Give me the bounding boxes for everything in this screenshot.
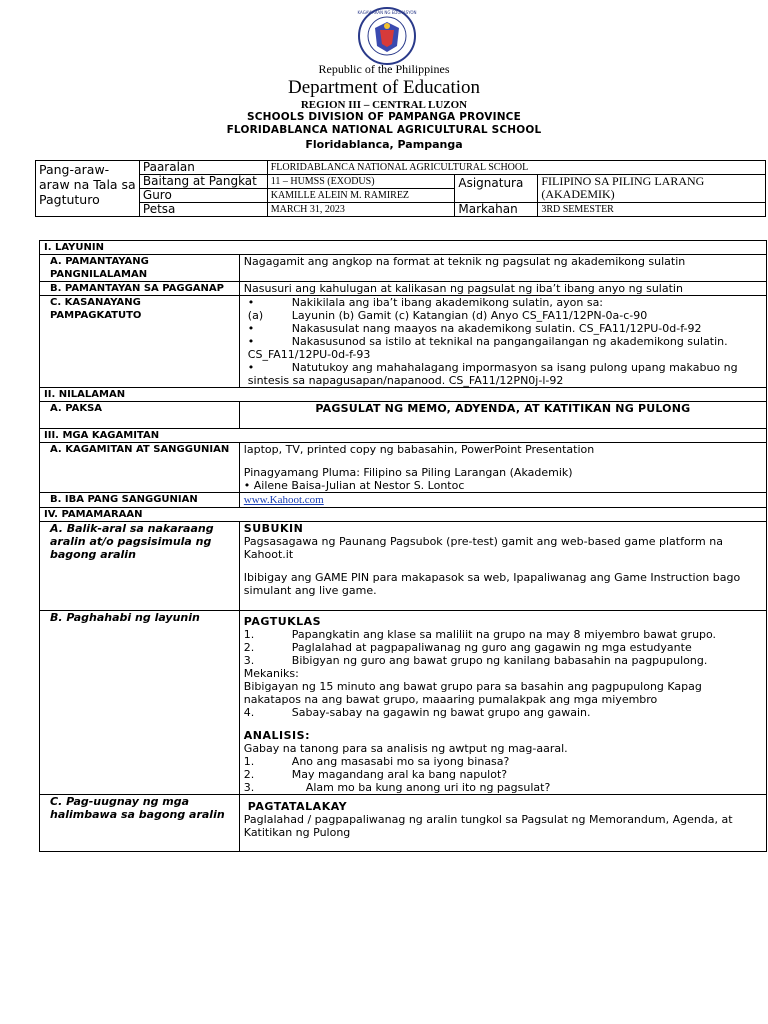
- kagamitan-label: A. KAGAMITAN AT SANGGUNIAN: [40, 443, 240, 493]
- pamantayan-sa-pagganap-value: Nasusuri ang kahulugan at kalikasan ng pagsulat ng iba’t ibang anyo ng sulatin: [239, 282, 766, 296]
- header-republic: Republic of the Philippines: [318, 62, 450, 76]
- balik-aral-label: A. Balik-aral sa nakaraang aralin at/o pagsisimula ng bagong aralin: [40, 522, 240, 611]
- pagtatalakay-heading: PAGTATALAKAY: [247, 800, 348, 813]
- guro-value: KAMILLE ALEIN M. RAMIREZ: [267, 189, 455, 203]
- svg-text:KAGAWARAN NG EDUKASYON: KAGAWARAN NG EDUKASYON: [357, 10, 417, 15]
- asignatura-value: FILIPINO SA PILING LARANG (AKADEMIK): [538, 175, 766, 203]
- list-item: • Nakasusulat nang maayos na akademikong sulatin. CS_FA11/12PU-0d-f-92: [247, 322, 702, 335]
- petsa-label: Petsa: [139, 203, 267, 217]
- paaralan-label: Paaralan: [139, 161, 267, 175]
- list-item: • Natutukoy ang mahahalagang impormasyon sa isang pulong upang makabuo ng sintesis sa napagusapan/napanood. CS_FA11/12PN0j-l-92: [247, 361, 738, 387]
- pagtuklas-content: [239, 611, 766, 795]
- list-item: • Nakasusunod sa istilo at teknikal na pangangailangan ng akademikong sulatin. CS_FA11/12PU-0d-f-93: [247, 335, 728, 361]
- section-kagamitan: III. MGA KAGAMITAN: [40, 429, 767, 443]
- kasanayang-pampagkatuto-label: C. KASANAYANG PAMPAGKATUTO: [40, 296, 240, 388]
- header-school: FLORIDABLANCA NATIONAL AGRICULTURAL SCHOOL: [226, 124, 542, 136]
- section-layunin: I. LAYUNIN: [40, 241, 767, 255]
- list-item: • Nakikilala ang iba’t ibang akademikong sulatin, ayon sa:: [247, 296, 604, 309]
- pagtatalakay-text: Paglalahad / pagpapaliwanag ng aralin tungkol sa Pagsulat ng Memorandum, Agenda, at Katitikan ng Pulong: [243, 813, 733, 839]
- header-location: Floridablanca, Pampanga: [305, 138, 463, 151]
- analisis-intro: Gabay na tanong para sa analisis ng awtput ng mag-aaral.: [243, 742, 568, 755]
- kagamitan-value: [239, 443, 766, 493]
- pamantayang-pangnilalaman-label: A. PAMANTAYANG PANGNILALAMAN: [40, 255, 240, 282]
- subukin-content: [239, 522, 766, 611]
- baitang-value: 11 – HUMSS (EXODUS): [267, 175, 455, 189]
- list-item: 3. Bibigyan ng guro ang bawat grupo ng kanilang babasahin na pagpupulong.: [243, 654, 708, 667]
- pamantayang-pangnilalaman-value: Nagagamit ang angkop na format at teknik ng pagsulat ng akademikong sulatin: [239, 255, 766, 282]
- pag-uugnay-label: C. Pag-uugnay ng mga halimbawa sa bagong aralin: [40, 795, 240, 852]
- lesson-meta-table: [35, 160, 766, 217]
- header-region: REGION III – CENTRAL LUZON: [300, 99, 468, 111]
- list-item: (a) Layunin (b) Gamit (c) Katangian (d) Anyo CS_FA11/12PN-0a-c-90: [247, 309, 648, 322]
- list-item: 1. Ano ang masasabi mo sa iyong binasa?: [243, 755, 510, 768]
- doc-title: Pang-araw-araw na Tala sa Pagtuturo: [36, 161, 140, 217]
- header-division: SCHOOLS DIVISION OF PAMPANGA PROVINCE: [247, 111, 521, 123]
- kahoot-link[interactable]: www.Kahoot.com: [243, 494, 324, 506]
- section-pamamaraan: IV. PAMAMARAAN: [40, 508, 767, 522]
- analisis-heading: ANALISIS:: [243, 729, 310, 742]
- deped-seal-logo: [347, 6, 427, 66]
- list-item: 3. Alam mo ba kung anong uri ito ng pagsulat?: [243, 781, 551, 794]
- kagamitan-line: laptop, TV, printed copy ng babasahin, PowerPoint Presentation: [243, 443, 595, 456]
- guro-label: Guro: [139, 189, 267, 203]
- paksa-value: PAGSULAT NG MEMO, ADYENDA, AT KATITIKAN NG PULONG: [239, 402, 766, 429]
- mekaniks-label: Mekaniks:: [243, 667, 299, 680]
- kagamitan-line: Pinagyamang Pluma: Filipino sa Piling Larangan (Akademik): [243, 466, 573, 479]
- lesson-plan-table: [39, 240, 767, 852]
- pagtuklas-heading: PAGTUKLAS: [243, 615, 322, 628]
- mekaniks-text: Bibigayan ng 15 minuto ang bawat grupo para sa basahin ang pagpupulong Kapag nakatapos na ang bawat grupo, maaaring pumalakpak ang mga miyembro: [243, 680, 702, 706]
- markahan-value: 3RD SEMESTER: [538, 203, 766, 217]
- subukin-paragraph: Ibibigay ang GAME PIN para makapasok sa web, Ipapaliwanag ang Game Instruction bago simulant ang live game.: [243, 571, 741, 597]
- list-item: 2. Paglalahad at pagpapaliwanag ng guro ang gagawin ng mga estudyante: [243, 641, 692, 654]
- paksa-label: A. PAKSA: [40, 402, 240, 429]
- markahan-label: Markahan: [455, 203, 538, 217]
- kagamitan-line: • Ailene Baisa-Julian at Nestor S. Lontoc: [243, 479, 465, 492]
- section-nilalaman: II. NILALAMAN: [40, 388, 767, 402]
- pagtatalakay-content: [239, 795, 766, 852]
- asignatura-label: Asignatura: [455, 175, 538, 203]
- list-item: 1. Papangkatin ang klase sa maliliit na grupo na may 8 miyembro bawat grupo.: [243, 628, 717, 641]
- pamantayan-sa-pagganap-label: B. PAMANTAYAN SA PAGGANAP: [40, 282, 240, 296]
- petsa-value: MARCH 31, 2023: [267, 203, 455, 217]
- paaralan-value: FLORIDABLANCA NATIONAL AGRICULTURAL SCHOOL: [267, 161, 765, 175]
- list-item: 4. Sabay-sabay na gagawin ng bawat grupo ang gawain.: [243, 706, 591, 719]
- subukin-paragraph: Pagsasagawa ng Paunang Pagsubok (pre-test) gamit ang web-based game platform na Kahoot.it: [243, 535, 723, 561]
- subukin-heading: SUBUKIN: [243, 522, 304, 535]
- list-item: 2. May magandang aral ka bang napulot?: [243, 768, 508, 781]
- header-department: Department of Education: [287, 77, 481, 98]
- baitang-label: Baitang at Pangkat: [139, 175, 267, 189]
- kasanayang-pampagkatuto-list: [239, 296, 766, 388]
- iba-pang-sanggunian-label: B. IBA PANG SANGGUNIAN: [40, 493, 240, 508]
- paghahabi-label: B. Paghahabi ng layunin: [40, 611, 240, 795]
